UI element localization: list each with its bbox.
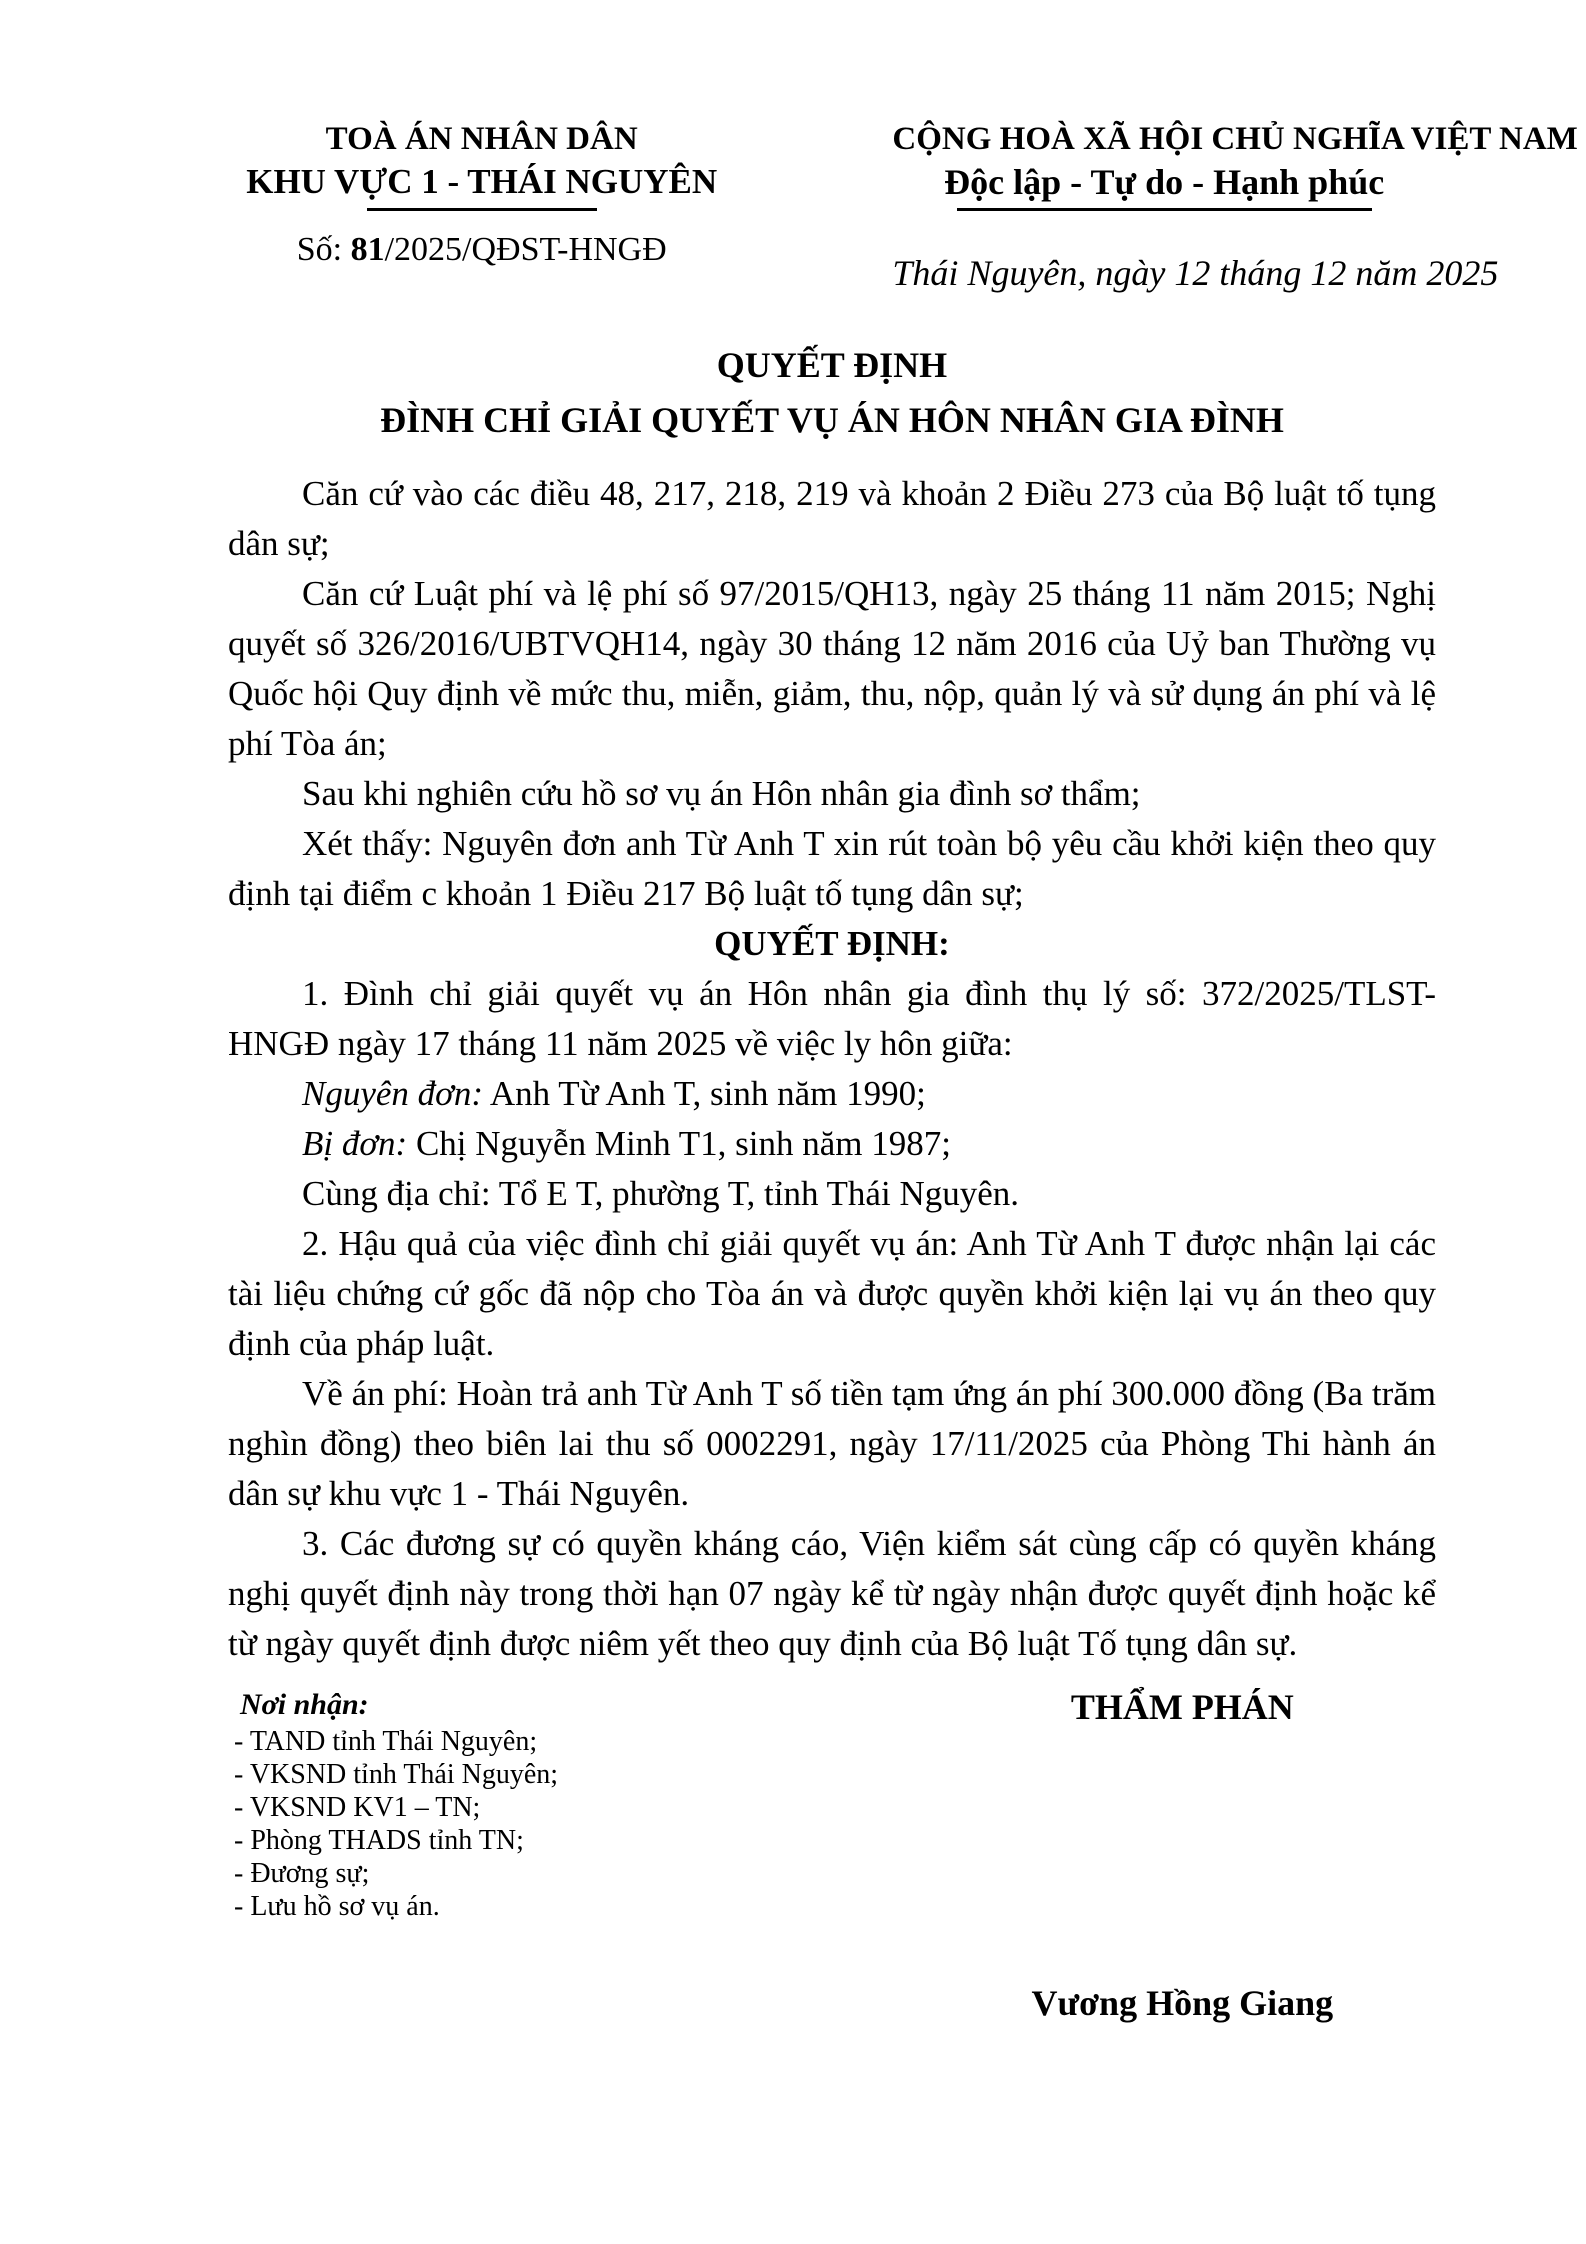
preamble-paragraph-1: Căn cứ vào các điều 48, 217, 218, 219 và khoản 2 Điều 273 của Bộ luật tố tụng dân sự; xyxy=(228,474,1436,563)
recipients-label: Nơi nhận: xyxy=(240,1688,369,1721)
signer-name: Vương Hồng Giang xyxy=(1031,1983,1334,2023)
court-name-underline xyxy=(367,208,597,211)
defendant-label: Bị đơn: xyxy=(302,1124,408,1163)
document-number-value: 81 xyxy=(350,231,385,268)
national-motto-underline xyxy=(957,208,1372,211)
recipient-item: - Lưu hồ sơ vụ án. xyxy=(234,1891,440,1922)
recipient-item: - VKSND tỉnh Thái Nguyên; xyxy=(234,1759,559,1790)
recipient-item: - VKSND KV1 – TN; xyxy=(234,1792,481,1823)
national-motto: Độc lập - Tự do - Hạnh phúc xyxy=(944,162,1385,202)
preamble-paragraph-2: Căn cứ Luật phí và lệ phí số 97/2015/QH13, ngày 25 tháng 11 năm 2015; Nghị quyết số 326/2016/UBTVQH14, ngày 30 tháng 12 năm 2016 của Uỷ ban Thường vụ Quốc hội Quy định về mức thu, miễn, giảm, thu, nộp, quản lý và sử dụng án phí và lệ phí Tòa án; xyxy=(228,574,1436,763)
plaintiff-label: Nguyên đơn: xyxy=(302,1074,483,1113)
decision-heading: QUYẾT ĐỊNH: xyxy=(714,924,950,963)
court-name-line1: TOÀ ÁN NHÂN DÂN xyxy=(325,121,638,157)
national-motto-block xyxy=(892,118,1578,295)
preamble-paragraph-4: Xét thấy: Nguyên đơn anh Từ Anh T xin rút toàn bộ yêu cầu khởi kiện theo quy định tại điểm c khoản 1 Điều 217 Bộ luật tố tụng dân sự; xyxy=(228,824,1436,913)
preamble-paragraph-3: Sau khi nghiên cứu hồ sơ vụ án Hôn nhân gia đình sơ thẩm; xyxy=(302,774,1141,813)
recipient-item: - Đương sự; xyxy=(234,1858,370,1889)
document-number xyxy=(228,229,735,271)
place-date-line: Thái Nguyên, ngày 12 tháng 12 năm 2025 xyxy=(892,253,1499,293)
plaintiff-line xyxy=(228,1069,1436,1119)
document-number-prefix: Số: xyxy=(296,231,351,268)
document-subtitle: ĐÌNH CHỈ GIẢI QUYẾT VỤ ÁN HÔN NHÂN GIA ĐÌNH xyxy=(380,400,1284,440)
issuing-court-block xyxy=(228,118,735,271)
defendant-line xyxy=(228,1119,1436,1169)
decision-item-2: 2. Hậu quả của việc đình chỉ giải quyết vụ án: Anh Từ Anh T được nhận lại các tài liệu chứng cứ gốc đã nộp cho Tòa án và được quyền khởi kiện lại vụ án theo quy định của pháp luật. xyxy=(228,1224,1436,1363)
document-header xyxy=(228,118,1578,295)
plaintiff-value: Anh Từ Anh T, sinh năm 1990; xyxy=(483,1074,926,1113)
court-name-line2: KHU VỰC 1 - THÁI NGUYÊN xyxy=(246,162,718,201)
document-body xyxy=(228,469,1436,1669)
document-number-suffix: /2025/QĐST-HNGĐ xyxy=(384,231,667,268)
document-title: QUYẾT ĐỊNH xyxy=(716,345,948,385)
decision-item-1: 1. Đình chỉ giải quyết vụ án Hôn nhân gia đình thụ lý số: 372/2025/TLST-HNGĐ ngày 17 tháng 11 năm 2025 về việc ly hôn giữa: xyxy=(228,974,1436,1063)
recipient-item: - Phòng THADS tỉnh TN; xyxy=(234,1825,524,1856)
fee-paragraph: Về án phí: Hoàn trả anh Từ Anh T số tiền tạm ứng án phí 300.000 đồng (Ba trăm nghìn đồng) theo biên lai thu số 0002291, ngày 17/11/2025 của Phòng Thi hành án dân sự khu vực 1 - Thái Nguyên. xyxy=(228,1374,1436,1513)
decision-item-3: 3. Các đương sự có quyền kháng cáo, Viện kiểm sát cùng cấp có quyền kháng nghị quyết định này trong thời hạn 07 ngày kể từ ngày nhận được quyết định hoặc kể từ ngày quyết định được niêm yết theo quy định của Bộ luật Tố tụng dân sự. xyxy=(228,1524,1436,1663)
signature-block xyxy=(929,1685,1436,2025)
national-title: CỘNG HOÀ XÃ HỘI CHỦ NGHĨA VIỆT NAM xyxy=(892,121,1578,157)
signer-title: THẨM PHÁN xyxy=(1070,1687,1294,1727)
defendant-value: Chị Nguyễn Minh T1, sinh năm 1987; xyxy=(407,1124,952,1163)
address-line: Cùng địa chỉ: Tổ E T, phường T, tỉnh Thái Nguyên. xyxy=(302,1174,1020,1213)
recipients-block xyxy=(228,1685,904,1923)
recipient-item: - TAND tỉnh Thái Nguyên; xyxy=(234,1726,538,1757)
document-footer xyxy=(228,1685,1436,2025)
